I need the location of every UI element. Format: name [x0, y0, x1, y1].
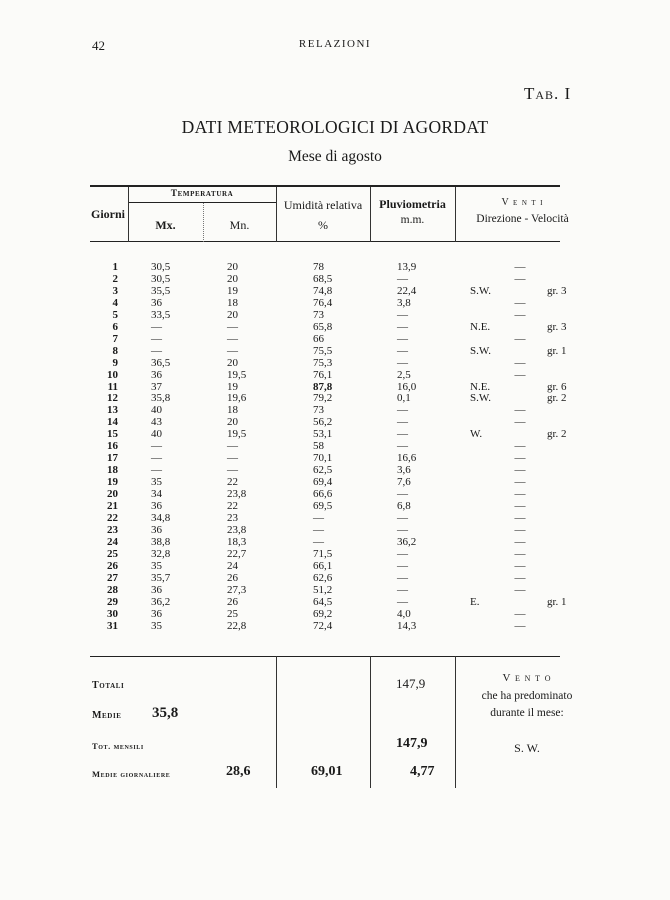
- umidita-cell: 66,1: [313, 559, 333, 572]
- day-cell: 19: [107, 476, 118, 489]
- direzione-cell: S.W.: [470, 344, 491, 357]
- umidita-cell: 72,4: [313, 619, 333, 632]
- footer-top-rule: [90, 656, 560, 657]
- mx-cell: 37: [151, 380, 162, 393]
- umidita-cell: 75,3: [313, 356, 333, 369]
- pluviometria-cell: —: [397, 488, 408, 501]
- direzione-cell: S.W.: [470, 284, 491, 297]
- vento-dash-cell: —: [514, 296, 526, 309]
- mn-cell: 20: [227, 356, 238, 369]
- mn-cell: —: [227, 344, 238, 357]
- umidita-cell: 87,8: [313, 380, 333, 393]
- pluviometria-cell: 0,1: [397, 392, 411, 405]
- velocita-cell: gr. 1: [547, 595, 567, 608]
- day-cell: 24: [107, 535, 118, 548]
- mn-cell: 18: [227, 296, 238, 309]
- day-cell: 5: [112, 308, 118, 321]
- day-cell: 11: [107, 380, 118, 393]
- umidita-cell: 53,1: [313, 428, 333, 441]
- umidita-cell: 74,8: [313, 284, 333, 297]
- main-title: DATI METEOROLOGICI DI AGORDAT: [181, 117, 489, 137]
- mn-cell: —: [227, 320, 238, 333]
- velocita-cell: gr. 1: [547, 344, 567, 357]
- umidita-cell: 71,5: [313, 547, 333, 560]
- header-pluviometria: Pluviometria: [379, 197, 446, 211]
- mn-cell: 20: [227, 272, 238, 285]
- mn-cell: 18: [227, 404, 238, 417]
- umidita-cell: 73: [313, 308, 324, 321]
- umidita-cell: 68,5: [313, 272, 333, 285]
- mn-cell: 27,3: [227, 583, 247, 596]
- vento-dash-cell: —: [514, 404, 526, 417]
- day-cell: 29: [107, 595, 118, 608]
- medie-giornaliere-mn: 28,6: [226, 764, 251, 779]
- vento-line-2: durante il mese:: [490, 707, 564, 719]
- pluviometria-cell: —: [397, 356, 408, 369]
- mn-cell: 19,5: [227, 368, 247, 381]
- day-cell: 25: [107, 547, 118, 560]
- velocita-cell: gr. 6: [547, 380, 567, 393]
- umidita-cell: 62,5: [313, 464, 333, 477]
- header-venti: V e n t i: [501, 197, 544, 208]
- mx-cell: 34: [151, 488, 162, 501]
- umidita-cell: 75,5: [313, 344, 333, 357]
- header-mn: Mn.: [229, 218, 250, 232]
- velocita-cell: gr. 3: [547, 284, 567, 297]
- footer-divider-pluviometria: [455, 656, 456, 788]
- vento-dash-cell: —: [514, 356, 526, 369]
- vento-dash-cell: —: [514, 464, 526, 477]
- mx-cell: —: [151, 320, 162, 333]
- mx-cell: 36: [151, 296, 162, 309]
- mx-cell: 36: [151, 607, 162, 620]
- medie-giornaliere-umidita: 69,01: [311, 764, 343, 779]
- page-number: 42: [92, 38, 105, 53]
- pluviometria-cell: —: [397, 332, 408, 345]
- umidita-cell: 76,4: [313, 296, 333, 309]
- pluviometria-cell: 36,2: [397, 535, 417, 548]
- umidita-cell: 73: [313, 404, 324, 417]
- velocita-cell: gr. 3: [547, 320, 567, 333]
- umidita-cell: 69,2: [313, 607, 333, 620]
- vento-value: S. W.: [514, 741, 540, 755]
- mx-cell: 35: [151, 619, 162, 632]
- mx-cell: 30,5: [151, 261, 171, 273]
- medie-giornaliere-pluviometria: 4,77: [410, 764, 435, 779]
- mn-cell: 22,8: [227, 619, 247, 632]
- header-mx: Mx.: [155, 218, 176, 232]
- pluviometria-cell: —: [397, 595, 408, 608]
- day-cell: 20: [107, 488, 118, 501]
- pluviometria-cell: —: [397, 416, 408, 429]
- umidita-cell: 58: [313, 440, 324, 453]
- mn-cell: 23: [227, 511, 238, 524]
- vento-dash-cell: —: [514, 261, 526, 273]
- mx-cell: 35: [151, 559, 162, 572]
- day-cell: 4: [112, 296, 118, 309]
- mx-cell: 32,8: [151, 547, 171, 560]
- running-header: RELAZIONI: [298, 38, 372, 50]
- direzione-cell: W.: [470, 428, 483, 441]
- velocita-cell: gr. 2: [547, 428, 567, 441]
- mn-cell: 20: [227, 261, 238, 273]
- umidita-cell: —: [313, 535, 324, 548]
- pluviometria-cell: —: [397, 559, 408, 572]
- mx-cell: —: [151, 464, 162, 477]
- mn-cell: 23,8: [227, 523, 247, 536]
- header-pluviometria-unit: m.m.: [400, 214, 425, 226]
- pluviometria-cell: 14,3: [397, 619, 417, 632]
- mn-cell: 20: [227, 416, 238, 429]
- vento-dash-cell: —: [514, 488, 526, 501]
- day-cell: 3: [112, 284, 118, 297]
- day-cell: 8: [112, 344, 118, 357]
- day-cell: 21: [107, 500, 118, 512]
- col-divider-temperatura: [276, 187, 277, 242]
- table-top-rule: [90, 185, 560, 187]
- mx-cell: —: [151, 452, 162, 465]
- day-cell: 30: [107, 607, 118, 620]
- mx-cell: 40: [151, 428, 162, 441]
- umidita-cell: 66: [313, 332, 324, 345]
- direzione-cell: S.W.: [470, 392, 491, 405]
- mn-cell: 22: [227, 500, 238, 512]
- umidita-cell: 65,8: [313, 320, 333, 333]
- pluviometria-cell: 16,6: [397, 452, 417, 465]
- umidita-cell: 70,1: [313, 452, 333, 465]
- subtitle: Mese di agosto: [288, 148, 382, 165]
- mn-cell: 24: [227, 559, 238, 572]
- pluviometria-cell: —: [397, 440, 408, 453]
- mx-cell: —: [151, 344, 162, 357]
- mx-cell: 36: [151, 368, 162, 381]
- vento-dash-cell: —: [514, 272, 526, 285]
- header-bottom-rule: [90, 241, 560, 242]
- umidita-cell: 56,2: [313, 416, 333, 429]
- vento-dash-cell: —: [514, 547, 526, 560]
- pluviometria-cell: —: [397, 428, 408, 441]
- pluviometria-cell: —: [397, 511, 408, 524]
- mn-cell: —: [227, 440, 238, 453]
- mx-cell: 35: [151, 476, 162, 489]
- umidita-cell: 51,2: [313, 583, 333, 596]
- totali-label: Totali: [92, 680, 125, 691]
- pluviometria-cell: —: [397, 308, 408, 321]
- mx-cell: 35,5: [151, 284, 171, 297]
- pluviometria-cell: —: [397, 320, 408, 333]
- umidita-cell: —: [313, 511, 324, 524]
- medie-mx: 35,8: [152, 705, 179, 721]
- mx-cell: —: [151, 332, 162, 345]
- pluviometria-cell: —: [397, 272, 408, 285]
- umidita-cell: 69,4: [313, 476, 333, 489]
- day-cell: 1: [112, 261, 118, 273]
- day-cell: 23: [107, 523, 118, 536]
- umidita-cell: 66,6: [313, 488, 333, 501]
- day-cell: 26: [107, 559, 118, 572]
- header-giorni: Giorni: [90, 207, 125, 221]
- pluviometria-cell: 4,0: [397, 607, 411, 620]
- vento-line-1: che ha predominato: [481, 690, 573, 702]
- totali-pluviometria: 147,9: [396, 676, 426, 691]
- temperatura-underline: [128, 202, 276, 203]
- pluviometria-cell: 7,6: [397, 476, 411, 489]
- mx-cell: 36: [151, 500, 162, 512]
- vento-dash-cell: —: [514, 511, 526, 524]
- pluviometria-cell: 13,9: [397, 261, 417, 273]
- mx-cell: 34,8: [151, 511, 171, 524]
- day-cell: 28: [107, 583, 118, 596]
- vento-dash-cell: —: [514, 476, 526, 489]
- pluviometria-cell: —: [397, 523, 408, 536]
- direzione-cell: N.E.: [470, 380, 491, 393]
- vento-dash-cell: —: [514, 368, 526, 381]
- direzione-cell: E.: [470, 595, 480, 608]
- day-cell: 22: [107, 511, 118, 524]
- pluviometria-cell: —: [397, 583, 408, 596]
- day-cell: 13: [107, 404, 118, 417]
- umidita-cell: —: [313, 523, 324, 536]
- mx-cell: 33,5: [151, 308, 171, 321]
- mx-cell: —: [151, 440, 162, 453]
- vento-dash-cell: —: [514, 559, 526, 572]
- mx-cell: 36,5: [151, 356, 171, 369]
- vento-dash-cell: —: [514, 500, 526, 512]
- tot-mensili-label: Tot. mensili: [92, 741, 144, 751]
- mn-cell: —: [227, 464, 238, 477]
- mn-cell: 25: [227, 607, 238, 620]
- direzione-cell: N.E.: [470, 320, 491, 333]
- umidita-cell: 62,6: [313, 571, 333, 584]
- mn-cell: 22: [227, 476, 238, 489]
- pluviometria-cell: —: [397, 571, 408, 584]
- mn-cell: 20: [227, 308, 238, 321]
- day-cell: 17: [107, 452, 118, 465]
- day-cell: 6: [112, 320, 118, 333]
- header-temperatura: Temperatura: [170, 189, 234, 199]
- medie-label: Medie: [92, 710, 122, 721]
- day-cell: 18: [107, 464, 118, 477]
- tot-mensili-pluviometria: 147,9: [396, 736, 428, 751]
- mx-cell: 35,8: [151, 392, 171, 405]
- pluviometria-cell: 2,5: [397, 368, 411, 381]
- mn-cell: —: [227, 452, 238, 465]
- velocita-cell: gr. 2: [547, 392, 567, 405]
- day-cell: 9: [112, 356, 118, 369]
- day-cell: 12: [107, 392, 118, 405]
- day-cell: 16: [107, 440, 118, 453]
- mn-cell: 26: [227, 595, 238, 608]
- umidita-cell: 79,2: [313, 392, 333, 405]
- table-label: Tab. I: [524, 84, 572, 103]
- vento-dash-cell: —: [514, 523, 526, 536]
- vento-dash-cell: —: [514, 308, 526, 321]
- header-umidita-unit: %: [318, 218, 328, 232]
- umidita-cell: 78: [313, 261, 324, 273]
- header-venti-sub: Direzione - Velocità: [476, 213, 569, 225]
- vento-title: V e n t o: [502, 672, 552, 684]
- mx-cell: 36,2: [151, 595, 171, 608]
- vento-dash-cell: —: [514, 583, 526, 596]
- day-cell: 10: [107, 368, 118, 381]
- day-cell: 2: [112, 272, 118, 285]
- mn-cell: 19: [227, 284, 238, 297]
- vento-dash-cell: —: [514, 416, 526, 429]
- vento-dash-cell: —: [514, 619, 526, 632]
- mn-cell: 19,6: [227, 392, 247, 405]
- footer-divider-umidita: [370, 656, 371, 788]
- pluviometria-cell: —: [397, 404, 408, 417]
- vento-dash-cell: —: [514, 535, 526, 548]
- pluviometria-cell: 22,4: [397, 284, 417, 297]
- pluviometria-cell: 3,6: [397, 464, 411, 477]
- vento-dash-cell: —: [514, 607, 526, 620]
- medie-giornaliere-label: Medie giornaliere: [92, 769, 171, 779]
- vento-dash-cell: —: [514, 332, 526, 345]
- umidita-cell: 69,5: [313, 500, 333, 512]
- pluviometria-cell: 6,8: [397, 500, 411, 512]
- vento-dash-cell: —: [514, 571, 526, 584]
- umidita-cell: 76,1: [313, 368, 333, 381]
- pluviometria-cell: —: [397, 344, 408, 357]
- mx-cell: 30,5: [151, 272, 171, 285]
- day-cell: 14: [107, 416, 118, 429]
- pluviometria-cell: 3,8: [397, 296, 411, 309]
- pluviometria-cell: 16,0: [397, 380, 417, 393]
- mn-cell: 23,8: [227, 488, 247, 501]
- mx-cell: 36: [151, 523, 162, 536]
- pluviometria-cell: —: [397, 547, 408, 560]
- vento-dash-cell: —: [514, 440, 526, 453]
- footer-divider-temperatura: [276, 656, 277, 788]
- day-cell: 7: [112, 332, 118, 345]
- mn-cell: 18,3: [227, 535, 247, 548]
- mx-cell: 43: [151, 416, 162, 429]
- day-cell: 15: [107, 428, 118, 441]
- day-cell: 31: [107, 619, 118, 632]
- mn-cell: 22,7: [227, 547, 247, 560]
- day-cell: 27: [107, 571, 118, 584]
- mx-cell: 36: [151, 583, 162, 596]
- mn-cell: 26: [227, 571, 238, 584]
- mn-cell: —: [227, 332, 238, 345]
- mx-cell: 38,8: [151, 535, 171, 548]
- mn-cell: 19: [227, 380, 238, 393]
- umidita-cell: 64,5: [313, 595, 333, 608]
- mx-cell: 35,7: [151, 571, 171, 584]
- header-umidita: Umidità relativa: [283, 198, 363, 212]
- mx-cell: 40: [151, 404, 162, 417]
- mn-cell: 19,5: [227, 428, 247, 441]
- vento-dash-cell: —: [514, 452, 526, 465]
